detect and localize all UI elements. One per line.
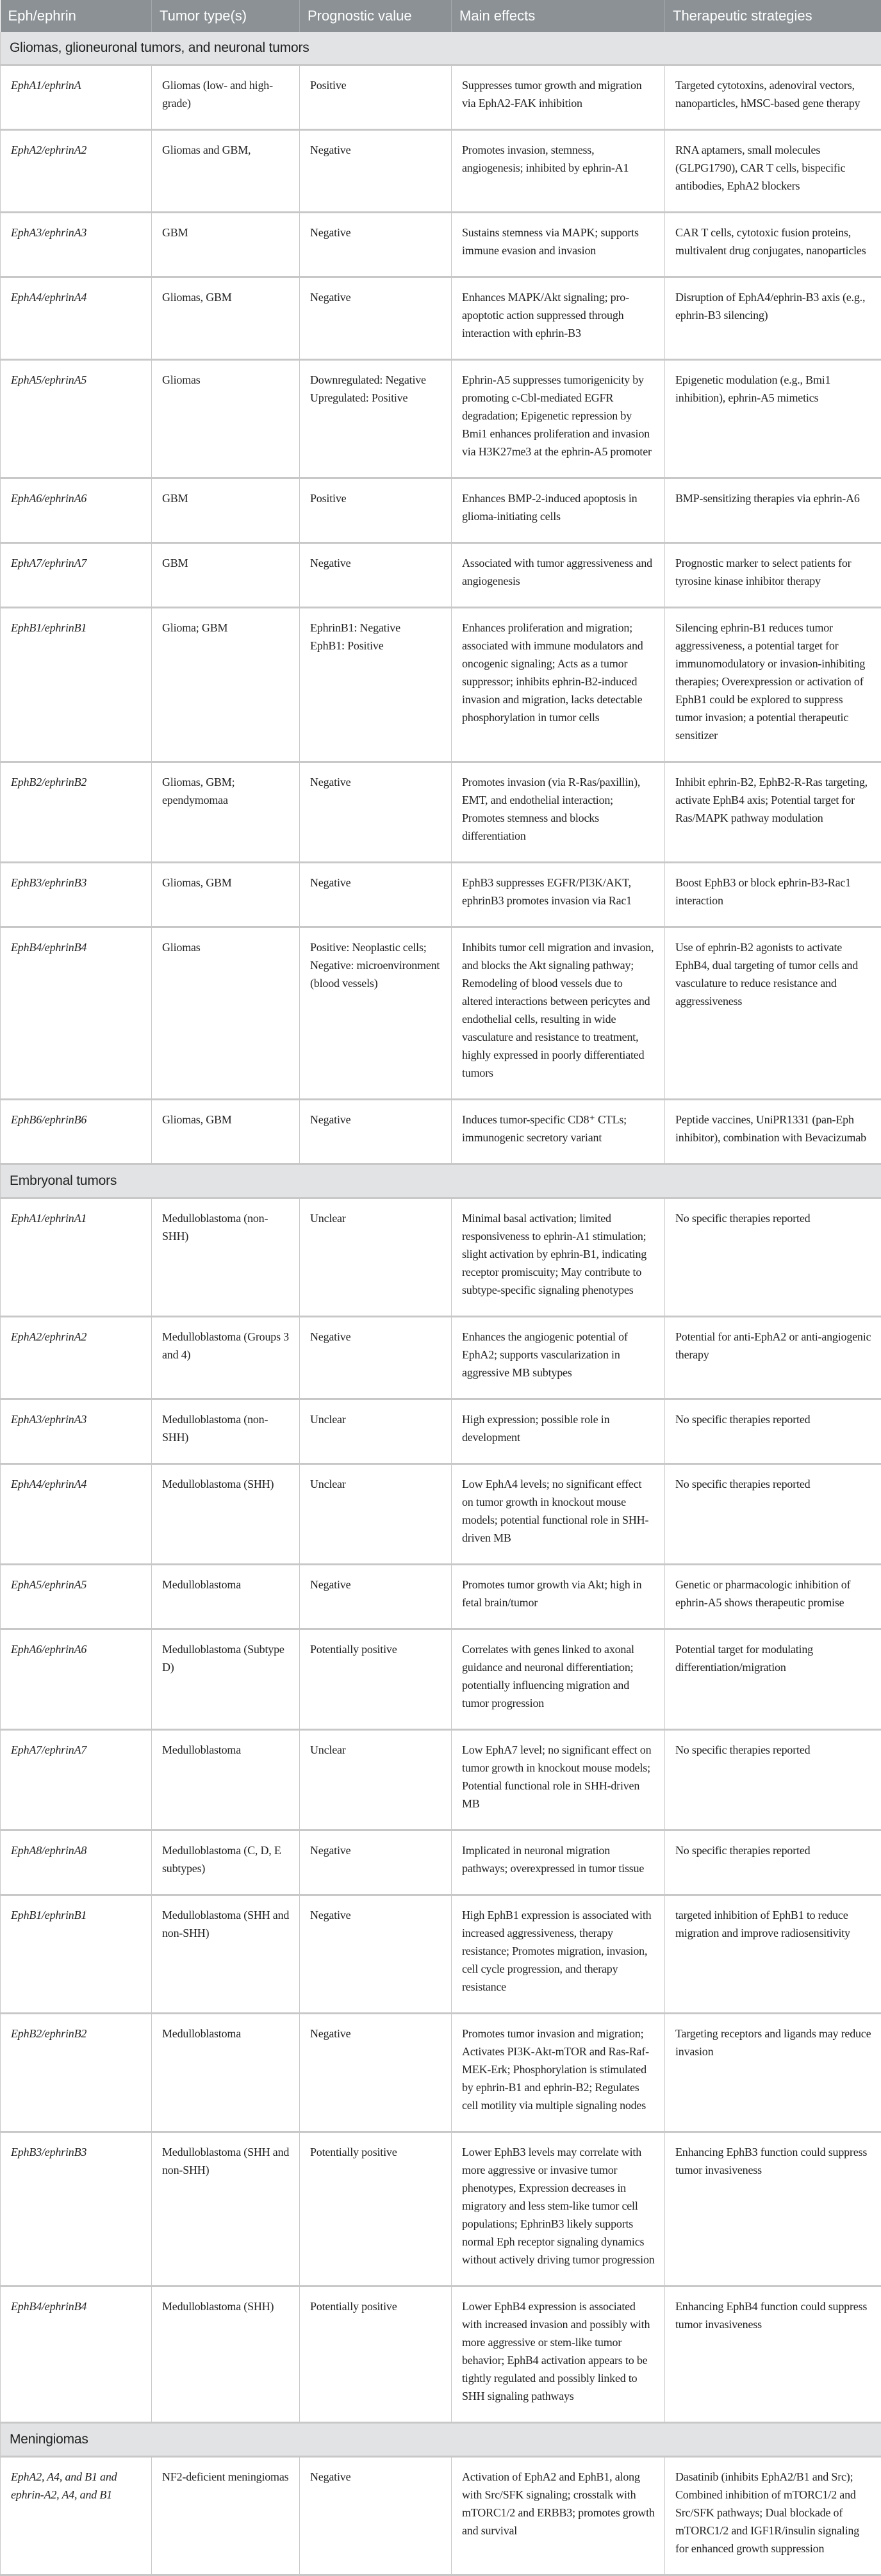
therapeutic-strategies-cell: CAR T cells, cytotoxic fusion proteins, multivalent drug conjugates, nanoparticles (665, 213, 881, 277)
therapeutic-strategies-cell: Disruption of EphA4/ephrin-B3 axis (e.g., ephrin-B3 silencing) (665, 277, 881, 360)
table-row (1, 130, 881, 213)
main-effects-cell: Induces tumor-specific CD8⁺ CTLs; immunogenic secretory variant (452, 1100, 665, 1164)
therapeutic-strategies-cell: No specific therapies reported (665, 1198, 881, 1317)
section-title: Gliomas, glioneuronal tumors, and neuronal tumors (1, 32, 881, 65)
table-row (1, 2014, 881, 2132)
section-title: Embryonal tumors (1, 1164, 881, 1198)
prognostic-value-cell: Potentially positive (300, 2132, 452, 2287)
prognostic-value-cell: Unclear (300, 1730, 452, 1830)
tumor-type-cell: Gliomas, GBM (152, 277, 300, 360)
table-row (1, 360, 881, 478)
main-effects-cell: Enhances MAPK/Akt signaling; pro-apoptotic action suppressed through interaction with ephrin-B3 (452, 277, 665, 360)
prognostic-value-cell: Negative (300, 213, 452, 277)
eph-ephrin-cell: EphA4/ephrinA4 (1, 277, 152, 360)
main-effects-cell: Ephrin-A5 suppresses tumorigenicity by promoting c-Cbl-mediated EGFR degradation; Epigenetic repression by Bmi1 enhances proliferation and invasion via H3K27me3 at the ephrin-A5 promoter (452, 360, 665, 478)
tumor-type-cell: Gliomas, GBM (152, 1100, 300, 1164)
prognostic-value-cell: Negative (300, 1317, 452, 1399)
tumor-type-cell: NF2-deficient meningiomas (152, 2457, 300, 2575)
table-row (1, 478, 881, 543)
table-row (1, 1198, 881, 1317)
eph-ephrin-cell: EphA3/ephrinA3 (1, 213, 152, 277)
table-row (1, 65, 881, 130)
tumor-type-cell: Medulloblastoma (Groups 3 and 4) (152, 1317, 300, 1399)
therapeutic-strategies-cell: Enhancing EphB3 function could suppress tumor invasiveness (665, 2132, 881, 2287)
main-effects-cell: Lower EphB3 levels may correlate with more aggressive or invasive tumor phenotypes, Expression decreases in migratory and less stem-like tumor cell populations; EphrinB3 likely supports normal Eph receptor signaling dynamics without actively driving tumor progression (452, 2132, 665, 2287)
eph-ephrin-cell: EphB2/ephrinB2 (1, 2014, 152, 2132)
therapeutic-strategies-cell: No specific therapies reported (665, 1464, 881, 1565)
prognostic-value-cell: Negative (300, 277, 452, 360)
prognostic-value-cell: Negative (300, 543, 452, 608)
prognostic-value-cell: Positive: Neoplastic cells; Negative: microenvironment (blood vessels) (300, 927, 452, 1100)
header-prognostic-value: Prognostic value (300, 0, 452, 32)
tumor-type-cell: Medulloblastoma (C, D, E subtypes) (152, 1830, 300, 1895)
main-effects-cell: Minimal basal activation; limited responsiveness to ephrin-A1 stimulation; slight activation by ephrin-B1, indicating receptor promiscuity; May contribute to subtype-specific signaling phenotypes (452, 1198, 665, 1317)
table-row (1, 1464, 881, 1565)
eph-ephrin-cell: EphA8/ephrinA8 (1, 1830, 152, 1895)
tumor-type-cell: Medulloblastoma (SHH and non-SHH) (152, 2132, 300, 2287)
prognostic-value-cell: Negative (300, 2014, 452, 2132)
prognostic-value-cell: Negative (300, 863, 452, 927)
therapeutic-strategies-cell: No specific therapies reported (665, 1830, 881, 1895)
therapeutic-strategies-cell: Inhibit ephrin-B2, EphB2-R-Ras targeting, activate EphB4 axis; Potential target for Ras/MAPK pathway modulation (665, 762, 881, 863)
table-row (1, 213, 881, 277)
eph-ephrin-cell: EphA4/ephrinA4 (1, 1464, 152, 1565)
table-row (1, 608, 881, 762)
eph-ephrin-cell: EphB2/ephrinB2 (1, 762, 152, 863)
tumor-type-cell: Medulloblastoma (SHH and non-SHH) (152, 1895, 300, 2014)
prognostic-value-cell: Negative (300, 1565, 452, 1629)
prognostic-value-cell: Positive (300, 65, 452, 130)
table-row (1, 1895, 881, 2014)
therapeutic-strategies-cell: RNA aptamers, small molecules (GLPG1790), CAR T cells, bispecific antibodies, EphA2 blockers (665, 130, 881, 213)
therapeutic-strategies-cell: Targeted cytotoxins, adenoviral vectors, nanoparticles, hMSC-based gene therapy (665, 65, 881, 130)
prognostic-value-cell: EphrinB1: Negative EphB1: Positive (300, 608, 452, 762)
table-row (1, 1100, 881, 1164)
main-effects-cell: High expression; possible role in development (452, 1399, 665, 1464)
therapeutic-strategies-cell: Prognostic marker to select patients for tyrosine kinase inhibitor therapy (665, 543, 881, 608)
tumor-type-cell: Medulloblastoma (SHH) (152, 2287, 300, 2423)
eph-ephrin-cell: EphA1/ephrinA (1, 65, 152, 130)
eph-ephrin-cell: EphA2/ephrinA2 (1, 1317, 152, 1399)
table-row (1, 543, 881, 608)
prognostic-value-cell: Negative (300, 130, 452, 213)
tumor-type-cell: GBM (152, 478, 300, 543)
main-effects-cell: Associated with tumor aggressiveness and angiogenesis (452, 543, 665, 608)
header-eph-ephrin: Eph/ephrin (1, 0, 152, 32)
table-row (1, 1830, 881, 1895)
section-header-row (1, 2423, 881, 2457)
therapeutic-strategies-cell: Dasatinib (inhibits EphA2/B1 and Src); Combined inhibition of mTORC1/2 and Src/SFK pathways; Dual blockade of mTORC1/2 and IGF1R/insulin signaling for enhanced growth suppression (665, 2457, 881, 2575)
therapeutic-strategies-cell: No specific therapies reported (665, 1730, 881, 1830)
eph-ephrin-cell: EphB6/ephrinB6 (1, 1100, 152, 1164)
therapeutic-strategies-cell: targeted inhibition of EphB1 to reduce migration and improve radiosensitivity (665, 1895, 881, 2014)
eph-ephrin-cell: EphB4/ephrinB4 (1, 927, 152, 1100)
main-effects-cell: Promotes invasion (via R-Ras/paxillin), EMT, and endothelial interaction; Promotes stemness and blocks differentiation (452, 762, 665, 863)
table-row (1, 1317, 881, 1399)
prognostic-value-cell: Negative (300, 1100, 452, 1164)
main-effects-cell: EphB3 suppresses EGFR/PI3K/AKT, ephrinB3 promotes invasion via Rac1 (452, 863, 665, 927)
table-row (1, 762, 881, 863)
table-row (1, 2132, 881, 2287)
tumor-type-cell: Medulloblastoma (Subtype D) (152, 1629, 300, 1730)
main-effects-cell: Inhibits tumor cell migration and invasion, and blocks the Akt signaling pathway; Remodeling of blood vessels due to altered interactions between pericytes and endothelial cells, resulting in wide vasculature and resistance to treatment, highly expressed in poorly differentiated tumors (452, 927, 665, 1100)
tumor-type-cell: Gliomas and GBM, (152, 130, 300, 213)
main-effects-cell: Enhances the angiogenic potential of EphA2; supports vascularization in aggressive MB subtypes (452, 1317, 665, 1399)
therapeutic-strategies-cell: Targeting receptors and ligands may reduce invasion (665, 2014, 881, 2132)
eph-ephrin-cell: EphA2/ephrinA2 (1, 130, 152, 213)
tumor-type-cell: Medulloblastoma (152, 1730, 300, 1830)
prognostic-value-cell: Unclear (300, 1399, 452, 1464)
section-title: Meningiomas (1, 2423, 881, 2457)
table-row (1, 2287, 881, 2423)
eph-ephrin-cell: EphB3/ephrinB3 (1, 2132, 152, 2287)
header-therapeutic-strategies: Therapeutic strategies (665, 0, 881, 32)
therapeutic-strategies-cell: BMP-sensitizing therapies via ephrin-A6 (665, 478, 881, 543)
tumor-type-cell: Glioma; GBM (152, 608, 300, 762)
main-effects-cell: Promotes tumor invasion and migration; Activates PI3K-Akt-mTOR and Ras-Raf-MEK-Erk; Phosphorylation is stimulated by ephrin-B1 and ephrin-B2; Regulates cell motility via multiple signaling nodes (452, 2014, 665, 2132)
table-row (1, 927, 881, 1100)
tumor-type-cell: Gliomas, GBM; ependymomaa (152, 762, 300, 863)
table-row (1, 1565, 881, 1629)
header-tumor-types: Tumor type(s) (152, 0, 300, 32)
prognostic-value-cell: Downregulated: Negative Upregulated: Positive (300, 360, 452, 478)
main-effects-cell: Correlates with genes linked to axonal guidance and neuronal differentiation; potentially influencing migration and tumor progression (452, 1629, 665, 1730)
tumor-type-cell: GBM (152, 213, 300, 277)
section-header-row (1, 32, 881, 65)
prognostic-value-cell: Negative (300, 762, 452, 863)
therapeutic-strategies-cell: Potential target for modulating differentiation/migration (665, 1629, 881, 1730)
prognostic-value-cell: Negative (300, 1895, 452, 2014)
main-effects-cell: Promotes tumor growth via Akt; high in fetal brain/tumor (452, 1565, 665, 1629)
table-body (1, 32, 881, 2575)
therapeutic-strategies-cell: Genetic or pharmacologic inhibition of ephrin-A5 shows therapeutic promise (665, 1565, 881, 1629)
main-effects-cell: Suppresses tumor growth and migration via EphA2-FAK inhibition (452, 65, 665, 130)
main-effects-cell: Enhances BMP-2-induced apoptosis in glioma-initiating cells (452, 478, 665, 543)
tumor-type-cell: Gliomas (low- and high-grade) (152, 65, 300, 130)
prognostic-value-cell: Unclear (300, 1198, 452, 1317)
main-effects-cell: Low EphA7 level; no significant effect on tumor growth in knockout mouse models; Potential functional role in SHH-driven MB (452, 1730, 665, 1830)
therapeutic-strategies-cell: Use of ephrin-B2 agonists to activate EphB4, dual targeting of tumor cells and vasculature to reduce resistance and aggressiveness (665, 927, 881, 1100)
section-header-row (1, 1164, 881, 1198)
table-row (1, 277, 881, 360)
therapeutic-strategies-cell: Enhancing EphB4 function could suppress tumor invasiveness (665, 2287, 881, 2423)
prognostic-value-cell: Positive (300, 478, 452, 543)
therapeutic-strategies-cell: Potential for anti-EphA2 or anti-angiogenic therapy (665, 1317, 881, 1399)
eph-ephrin-cell: EphA3/ephrinA3 (1, 1399, 152, 1464)
prognostic-value-cell: Potentially positive (300, 2287, 452, 2423)
eph-ephrin-cell: EphB1/ephrinB1 (1, 1895, 152, 2014)
tumor-type-cell: GBM (152, 543, 300, 608)
eph-ephrin-cell: EphA6/ephrinA6 (1, 478, 152, 543)
tumor-type-cell: Medulloblastoma (non-SHH) (152, 1399, 300, 1464)
tumor-type-cell: Medulloblastoma (152, 1565, 300, 1629)
header-main-effects: Main effects (452, 0, 665, 32)
table-row (1, 2457, 881, 2575)
prognostic-value-cell: Negative (300, 1830, 452, 1895)
table-row (1, 1730, 881, 1830)
header-row (1, 0, 881, 32)
eph-ephrin-cell: EphA5/ephrinA5 (1, 1565, 152, 1629)
table-row (1, 863, 881, 927)
main-effects-cell: Low EphA4 levels; no significant effect on tumor growth in knockout mouse models; potential functional role in SHH-driven MB (452, 1464, 665, 1565)
therapeutic-strategies-cell: Epigenetic modulation (e.g., Bmi1 inhibition), ephrin-A5 mimetics (665, 360, 881, 478)
eph-ephrin-cell: EphA7/ephrinA7 (1, 1730, 152, 1830)
table-row (1, 1629, 881, 1730)
tumor-type-cell: Medulloblastoma (non-SHH) (152, 1198, 300, 1317)
table-row (1, 1399, 881, 1464)
tumor-type-cell: Gliomas (152, 360, 300, 478)
therapeutic-strategies-cell: No specific therapies reported (665, 1399, 881, 1464)
main-effects-cell: High EphB1 expression is associated with increased aggressiveness, therapy resistance; Promotes migration, invasion, cell cycle progression, and therapy resistance (452, 1895, 665, 2014)
tumor-type-cell: Medulloblastoma (152, 2014, 300, 2132)
eph-ephrin-cell: EphA2, A4, and B1 and ephrin-A2, A4, and B1 (1, 2457, 152, 2575)
eph-ephrin-cell: EphB1/ephrinB1 (1, 608, 152, 762)
eph-ephrin-cell: EphA6/ephrinA6 (1, 1629, 152, 1730)
main-effects-cell: Lower EphB4 expression is associated with increased invasion and possibly with more aggressive or stem-like tumor behavior; EphB4 activation appears to be tightly regulated and possibly linked to SHH signaling pathways (452, 2287, 665, 2423)
eph-ephrin-cell: EphB3/ephrinB3 (1, 863, 152, 927)
tumor-type-cell: Medulloblastoma (SHH) (152, 1464, 300, 1565)
main-effects-cell: Enhances proliferation and migration; associated with immune modulators and oncogenic signaling; Acts as a tumor suppressor; inhibits ephrin-B2-induced invasion and migration, lacks detectable phosphorylation in tumor cells (452, 608, 665, 762)
therapeutic-strategies-cell: Silencing ephrin-B1 reduces tumor aggressiveness, a potential target for immunomodulatory or invasion-inhibiting therapies; Overexpression or activation of EphB1 could be explored to suppress tumor invasion; a potential therapeutic sensitizer (665, 608, 881, 762)
main-effects-cell: Implicated in neuronal migration pathways; overexpressed in tumor tissue (452, 1830, 665, 1895)
eph-ephrin-cell: EphA5/ephrinA5 (1, 360, 152, 478)
main-effects-cell: Activation of EphA2 and EphB1, along with Src/SFK signaling; crosstalk with mTORC1/2 and ERBB3; promotes growth and survival (452, 2457, 665, 2575)
prognostic-value-cell: Unclear (300, 1464, 452, 1565)
therapeutic-strategies-cell: Peptide vaccines, UniPR1331 (pan-Eph inhibitor), combination with Bevacizumab (665, 1100, 881, 1164)
prognostic-value-cell: Potentially positive (300, 1629, 452, 1730)
tumor-type-cell: Gliomas (152, 927, 300, 1100)
therapeutic-strategies-cell: Boost EphB3 or block ephrin-B3-Rac1 interaction (665, 863, 881, 927)
eph-ephrin-cell: EphA7/ephrinA7 (1, 543, 152, 608)
tumor-type-cell: Gliomas, GBM (152, 863, 300, 927)
eph-ephrin-cell: EphB4/ephrinB4 (1, 2287, 152, 2423)
prognostic-value-cell: Negative (300, 2457, 452, 2575)
main-effects-cell: Sustains stemness via MAPK; supports immune evasion and invasion (452, 213, 665, 277)
eph-ephrin-cell: EphA1/ephrinA1 (1, 1198, 152, 1317)
main-effects-cell: Promotes invasion, stemness, angiogenesis; inhibited by ephrin-A1 (452, 130, 665, 213)
